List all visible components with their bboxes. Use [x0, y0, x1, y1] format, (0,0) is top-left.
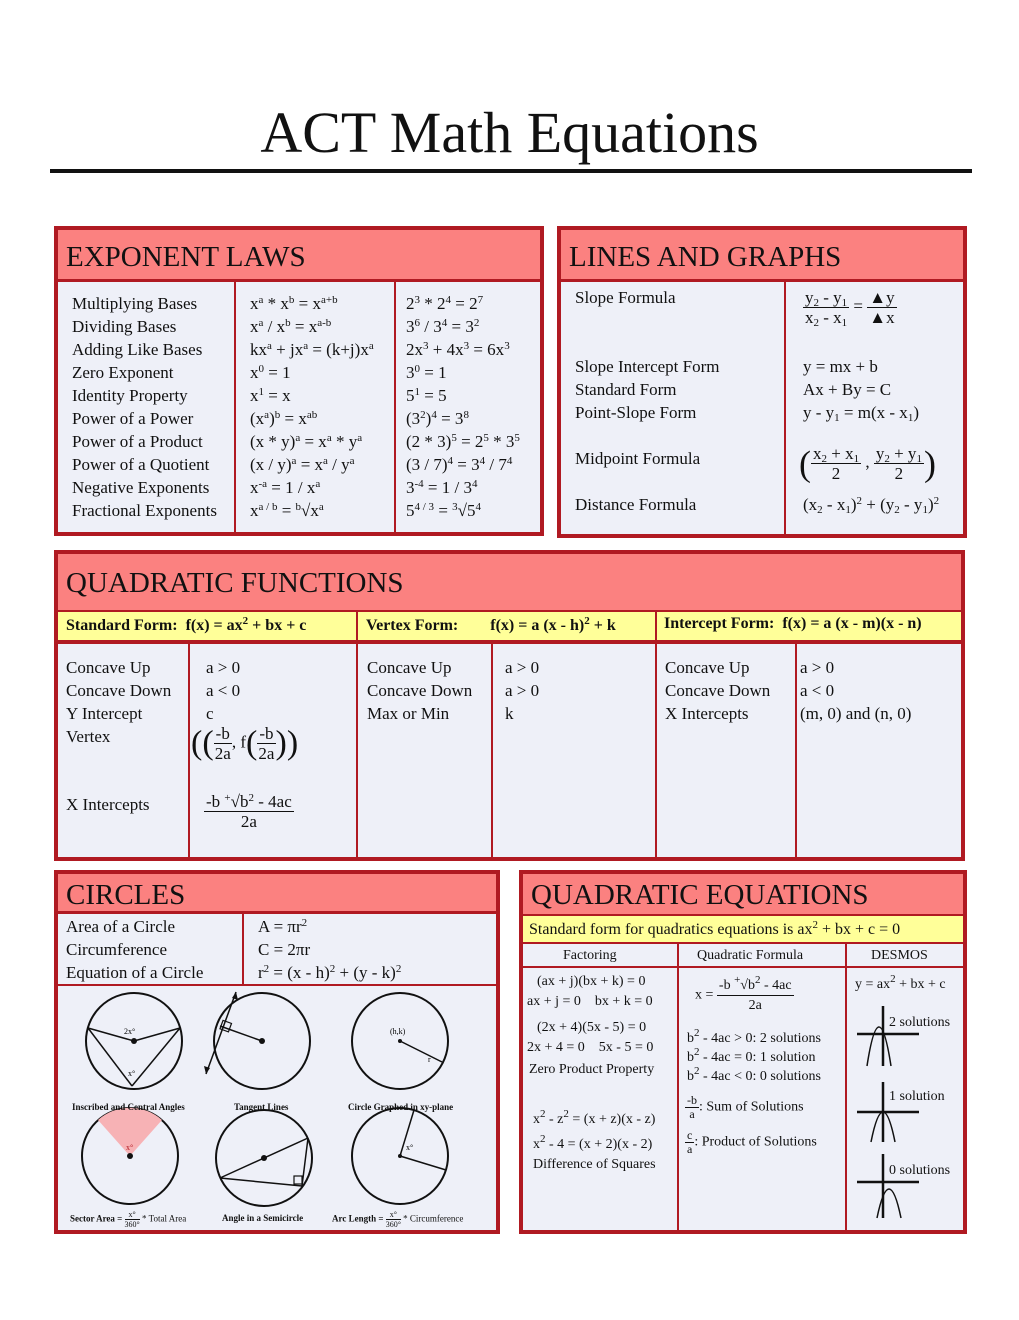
quadratic-functions-heading: QUADRATIC FUNCTIONS	[58, 554, 961, 610]
standard-form-label: Standard Form	[575, 380, 677, 399]
x-intercepts-label: X Intercepts	[66, 795, 150, 814]
product-label: : Product of Solutions	[694, 1134, 817, 1150]
circle-equation-label: Equation of a Circle	[66, 963, 204, 982]
caption-inscribed: Inscribed and Central Angles	[72, 1102, 185, 1112]
area-eq: A = πr	[258, 917, 302, 936]
diff-squares-label: Difference of Squares	[533, 1157, 656, 1172]
svg-text:2x°: 2x°	[124, 1027, 136, 1036]
exponent-laws-panel	[54, 226, 544, 536]
qf-int-name: Concave Up	[665, 658, 750, 677]
exponent-names	[72, 292, 217, 522]
quadratic-formula: $\frac{-b ^+√b^2 - 4ac}{2a}$	[206, 792, 292, 831]
circumference-label: Circumference	[66, 940, 167, 959]
lines-graphs-panel	[557, 226, 967, 538]
caption-sector: Sector Area =	[70, 1213, 123, 1224]
standard-form-eq: $f(x) = ax^2$ + bx + c	[185, 615, 307, 634]
col-desmos: DESMOS	[871, 948, 928, 963]
slope-intercept-eq: y = mx + b	[803, 357, 878, 376]
quadratic-functions-panel	[54, 550, 965, 861]
slope-formula: $\frac{y_2 - y_1}{x_2 - x_1}$ = $\frac{▲y}{▲x}$	[805, 288, 895, 329]
exp-name: Power of a Power	[72, 409, 194, 428]
vertex-form-eq: f(x) = a (x - h)$^2$ + k	[490, 615, 616, 634]
standard-form-label: Standard Form:	[66, 617, 178, 634]
qf-vtx-name: Concave Down	[367, 681, 473, 700]
title-underline	[50, 169, 972, 173]
exp-name: Power of a Product	[72, 432, 203, 451]
circles-heading: CIRCLES	[58, 874, 496, 914]
distance-formula: $(x_2 - x_1)^2 + (y_2 - y_1)^2$	[803, 495, 940, 516]
vertex-formula: (( $\frac{-b}{2a}$ , f( $\frac{-b}{2a}$ ))	[191, 724, 299, 763]
exp-name: Negative Exponents	[72, 478, 210, 497]
standard-form-bar: Standard form for quadratics equations is $ax^2$ + bx + c = 0	[523, 914, 963, 944]
exp-name: Dividing Bases	[72, 317, 177, 336]
sum-label: : Sum of Solutions	[699, 1099, 804, 1115]
qf-std-val: c	[206, 704, 214, 723]
zero-product-label: Zero Product Property	[529, 1062, 655, 1077]
qf-std-name: Concave Down	[66, 681, 172, 700]
exp-name: Power of a Quotient	[72, 455, 210, 474]
caption-circumference: * Circumference	[403, 1213, 464, 1224]
lines-graphs-heading: LINES AND GRAPHS	[561, 230, 963, 282]
vertex-form-label: Vertex Form:	[366, 617, 459, 634]
intercept-form-eq: f(x) = a (x - m)(x - n)	[782, 615, 922, 632]
desmos-0: 0 solutions	[889, 1163, 951, 1178]
svg-text:x°: x°	[128, 1069, 136, 1078]
col-factoring: Factoring	[563, 948, 617, 963]
exp-name: Fractional Exponents	[72, 501, 217, 520]
svg-text:x°: x°	[406, 1143, 414, 1152]
point-slope-label: Point-Slope Form	[575, 403, 697, 422]
caption-semicircle: Angle in a Semicircle	[222, 1213, 304, 1223]
slope-formula-label: Slope Formula	[575, 288, 676, 307]
disc-0: : 0 solutions	[752, 1069, 821, 1084]
area-label: Area of a Circle	[66, 917, 176, 936]
qf-vtx-val: a > 0	[505, 658, 540, 677]
svg-text:(h,k): (h,k)	[390, 1027, 406, 1036]
exp-name: Identity Property	[72, 386, 188, 405]
disc-1: : 1 solution	[752, 1050, 816, 1065]
disc-2: : 2 solutions	[752, 1031, 821, 1046]
desmos-graphs	[849, 994, 949, 1244]
desmos-2: 2 solutions	[889, 1015, 951, 1030]
exponent-laws-heading: EXPONENT LAWS	[58, 230, 540, 282]
qf-vtx-val: k	[505, 704, 514, 723]
qf-std-val: a < 0	[206, 681, 241, 700]
qf-int-name: X Intercepts	[665, 704, 749, 723]
midpoint-label: Midpoint Formula	[575, 449, 701, 468]
qf-int-val: a < 0	[800, 681, 835, 700]
col-quadratic-formula: Quadratic Formula	[697, 948, 804, 963]
qf-vtx-name: Max or Min	[367, 704, 450, 723]
exp-name: Multiplying Bases	[72, 294, 198, 313]
slope-intercept-label: Slope Intercept Form	[575, 357, 720, 376]
standard-form-text: Standard form for quadratics equations is	[529, 921, 794, 938]
desmos-1: 1 solution	[889, 1089, 945, 1104]
qf-int-val: a > 0	[800, 658, 835, 677]
standard-form-eq: Ax + By = C	[803, 380, 892, 399]
exp-name: Zero Exponent	[72, 363, 174, 382]
midpoint-formula: ( $\frac{x_2 + x_1}{2}$ , $\frac{y_2 + y_1}{2}$ )	[799, 443, 936, 484]
circumference-eq: C = 2πr	[258, 940, 311, 959]
quadratic-equations-heading: QUADRATIC EQUATIONS	[523, 874, 963, 914]
intercept-form-label: Intercept Form:	[664, 615, 775, 632]
qf-int-name: Concave Down	[665, 681, 771, 700]
qf-vtx-name: Concave Up	[367, 658, 452, 677]
svg-text:r: r	[428, 1055, 431, 1064]
caption-xy-plane: Circle Graphed in xy-plane	[348, 1102, 454, 1112]
caption-tangent: Tangent Lines	[234, 1102, 289, 1112]
caption-total-area: * Total Area	[142, 1213, 187, 1224]
distance-label: Distance Formula	[575, 495, 697, 514]
qf-std-name: Concave Up	[66, 658, 151, 677]
qf-std-name: Vertex	[66, 727, 111, 746]
qf-std-val: a > 0	[206, 658, 241, 677]
exp-name: Adding Like Bases	[72, 340, 203, 359]
point-slope-eq: $y - y_1 = m(x - x_1)$	[803, 403, 919, 424]
quadratic-equations-panel: QUADRATIC EQUATIONS Standard form for quadratics equations is $ax^2$ + bx + c = 0 Factoring Quadratic Formula DESMOS (ax + j)(bx + k) = 0 ax + j = 0 bx + k = 0 (2x + 4)(5x - 5) = 0 2x + 4 = 0 5x - 5 = 0 Zero Product Property $x^2 - z^2 = (x + z)(x - z)$ $x^2 - 4 = (x + 2)(x - 2)$ Difference of Squares x = $\frac{-b ^+√b^2 - 4ac}{2a}$ $b^2 - 4ac > 0$: 2 solutions $b^2 - 4ac = 0$: 1 solution $b^2 - 4ac < 0$: 0 solutions $\frac{-b}{a}$ : Sum of Solutions $\frac{c}{a}$ : Product of Solutions $y = ax^2$ + bx + c 2 solutions 1 solution 0 solutions	[519, 870, 967, 1234]
circles-panel: CIRCLES Area of a Circle Circumference Equation of a Circle $A = \pi r^2$ C = 2πr $r^2 = (x - h)^2 + (y - k)^2$ 2x° x° (h,k) r x° x° Inscribed and Central Angles Tangent Lines Circle Graphed in xy-plane Sector Area = $\frac{x^\circ}{360^\circ}$ * Total Area Angle in a Semicircle Arc Length = $\frac{x^\circ}{360^\circ}$ * Circumference	[54, 870, 500, 1234]
qf-int-val: (m, 0) and (n, 0)	[800, 704, 912, 723]
svg-text:x°: x°	[126, 1143, 134, 1152]
caption-arc: Arc Length =	[332, 1213, 384, 1224]
qf-std-name: Y Intercept	[66, 704, 143, 723]
exponent-examples: $2^3 * 2^4 = 2^7$ $3^6 / 3^4 = 3^2$ $2x^3 + 4x^3 = 6x^3$ $3^0 = 1$ $5^1 = 5$ $(3^2)^4 = 3^8$ $(2 * 3)^5 = 2^5 * 3^5$ $(3 / 7)^4 = 3^4 / 7^4$ $3^{-4} = 1 / 3^4$ $5^{4 / 3} = ^3√5^4$	[406, 294, 520, 520]
qf-vtx-val: a > 0	[505, 681, 540, 700]
circle-eq: $r^2 = (x - h)^2 + (y - k)^2$	[258, 963, 402, 982]
page-title: ACT Math Equations	[260, 100, 759, 165]
exponent-rules: $x^a * x^b = x^{a+b}$ $x^a / x^b = x^{a-b}$ $kx^a + jx^a = (k+j)x^a$ $x^0 = 1$ $x^1 = x$ $(x^a)^b = x^{ab}$ $(x * y)^a = x^a * y^a$ $(x / y)^a = x^a / y^a$ $x^{-a} = 1 / x^a$ $x^{a / b} = ^b√x^a$	[250, 294, 374, 520]
